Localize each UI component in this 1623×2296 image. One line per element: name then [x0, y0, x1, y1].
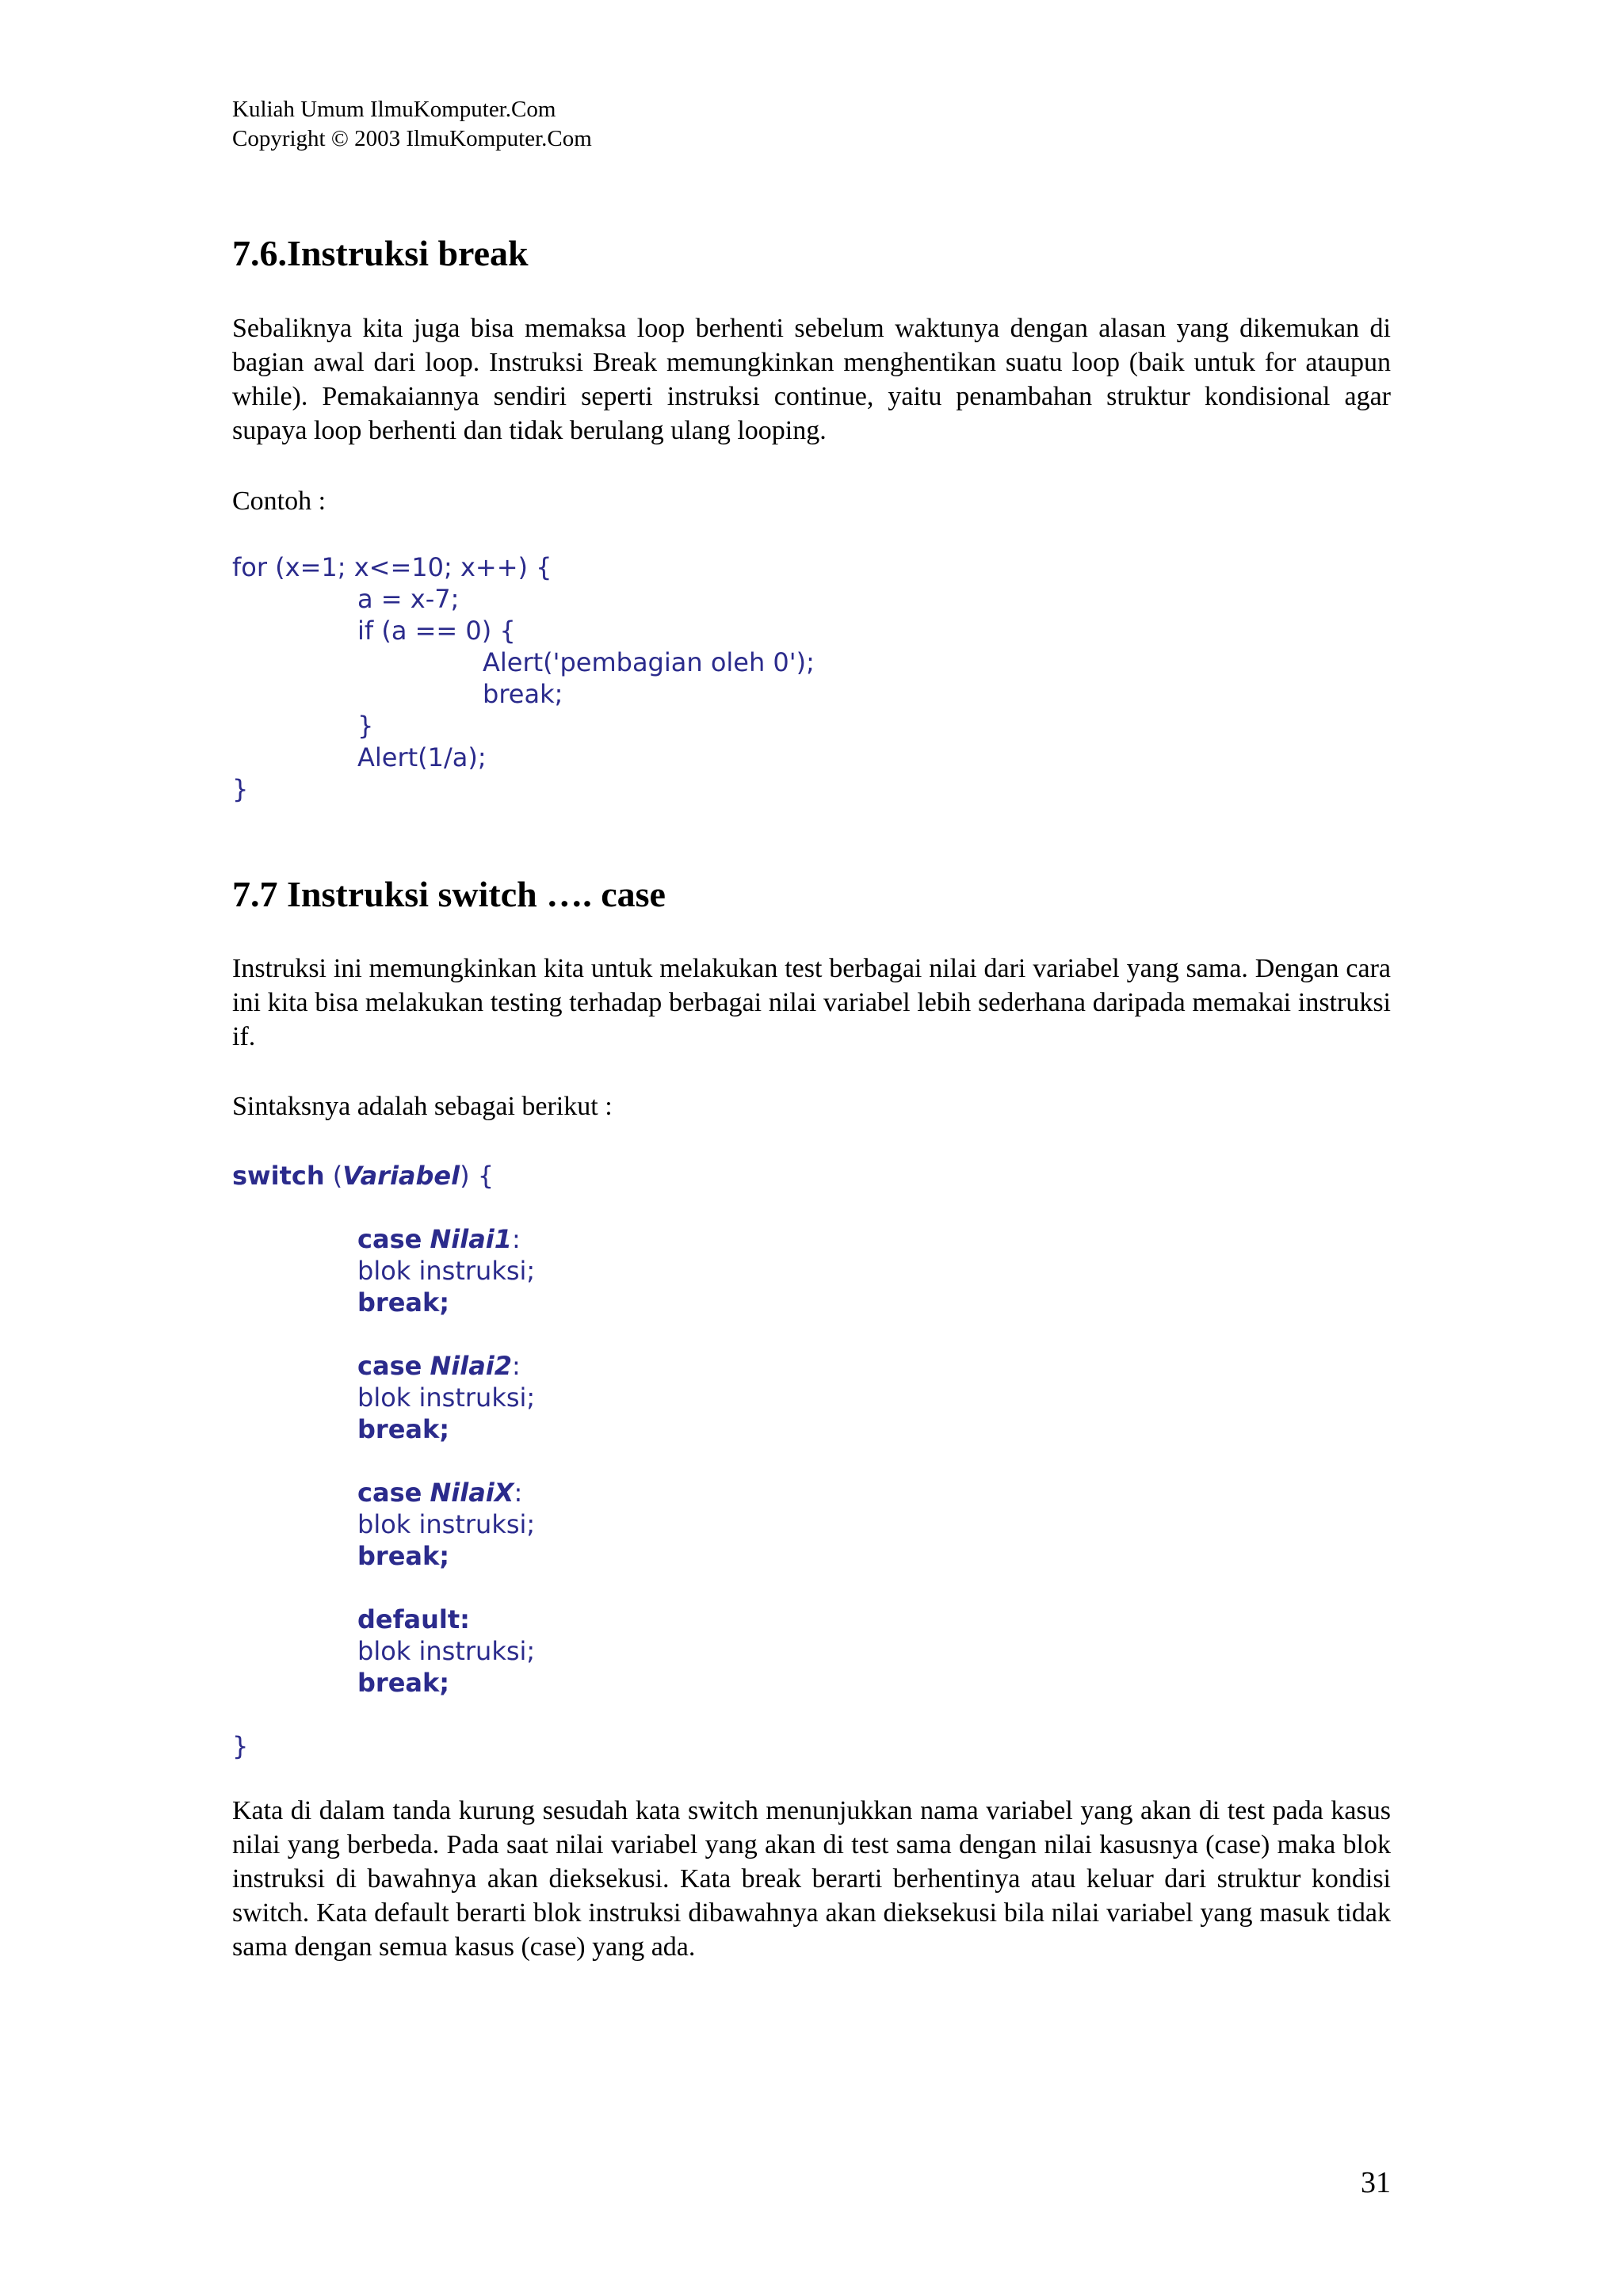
page-number: 31	[1361, 2166, 1391, 2199]
code-line-block: blok instruksi;	[357, 1636, 536, 1666]
code-line-case	[232, 1477, 535, 1508]
code-blank-line	[232, 1445, 535, 1477]
switch-explanation-paragraph: Kata di dalam tanda kurung sesudah kata switch menunjukkan nama variabel yang akan di test pada kasus nilai yang berbeda. Pada saat nilai variabel yang akan di test sama dengan nilai kasusnya (case) maka blok instruksi di bawahnya akan dieksekusi. Kata break berarti berhentinya atau keluar dari struktur kondisi switch. Kata default berarti blok instruksi dibawahnya akan dieksekusi bila nilai variabel yang masuk tidak sama dengan semua kasus (case) yang ada.	[232, 1796, 1391, 1962]
code-line: Alert('pembagian oleh 0');	[483, 647, 815, 677]
switch-syntax-code	[232, 1160, 535, 1762]
case-keyword: case	[357, 1224, 422, 1254]
code-colon: :	[512, 1224, 521, 1254]
break-description-paragraph: Sebaliknya kita juga bisa memaksa loop berhenti sebelum waktunya dengan alasan yang dikemukan di bagian awal dari loop. Instruksi Break memungkinkan menghentikan suatu loop (baik untuk for ataupun while). Pemakaiannya sendiri seperti instruksi continue, yaitu penambahan struktur kondisional agar supaya loop berhenti dan tidak berulang ulang looping.	[232, 314, 1391, 445]
code-line-case	[232, 1223, 535, 1255]
code-close-paren-brace: ) {	[460, 1161, 495, 1191]
code-open-paren: (	[324, 1161, 343, 1191]
code-line-block: blok instruksi;	[357, 1256, 536, 1286]
section-heading-break: 7.6.Instruksi break	[232, 233, 529, 273]
page-header	[232, 95, 592, 154]
code-blank-line	[232, 1699, 535, 1730]
case-value: NilaiX	[430, 1478, 514, 1508]
code-colon: :	[514, 1478, 523, 1508]
code-line-break: break;	[357, 1287, 450, 1318]
case-value: Nilai2	[430, 1351, 513, 1381]
switch-keyword: switch	[232, 1161, 325, 1191]
section-heading-switch: 7.7 Instruksi switch …. case	[232, 874, 666, 914]
code-line: if (a == 0) {	[357, 616, 516, 646]
code-blank-line	[232, 1318, 535, 1350]
code-line-default: default:	[357, 1604, 470, 1634]
code-line-block: blok instruksi;	[357, 1383, 536, 1413]
code-line-break: break;	[357, 1414, 450, 1444]
header-course-title: Kuliah Umum IlmuKomputer.Com	[232, 97, 556, 122]
code-line-close-brace: }	[232, 1731, 249, 1761]
header-copyright: Copyright © 2003 IlmuKomputer.Com	[232, 126, 592, 151]
code-blank-line	[232, 1572, 535, 1604]
code-line-break: break;	[357, 1541, 450, 1571]
code-line-break: break;	[357, 1668, 450, 1698]
variable-placeholder: Variabel	[342, 1161, 460, 1191]
code-line-switch	[232, 1160, 535, 1192]
example-label: Contoh :	[232, 486, 327, 516]
syntax-label: Sintaksnya adalah sebagai berikut :	[232, 1092, 613, 1121]
case-keyword: case	[357, 1351, 422, 1381]
code-line: a = x-7;	[357, 584, 460, 614]
code-colon: :	[512, 1351, 521, 1381]
code-line: }	[357, 711, 374, 741]
code-line: break;	[483, 679, 563, 709]
code-line-block: blok instruksi;	[357, 1509, 536, 1539]
case-keyword: case	[357, 1478, 422, 1508]
code-line: for (x=1; x<=10; x++) {	[232, 552, 552, 582]
case-value: Nilai1	[430, 1224, 513, 1254]
code-line: }	[232, 774, 249, 804]
break-code-example	[232, 551, 815, 805]
code-line-case	[232, 1350, 535, 1382]
switch-description-paragraph: Instruksi ini memungkinkan kita untuk melakukan test berbagai nilai dari variabel yang sama. Dengan cara ini kita bisa melakukan testing terhadap berbagai nilai variabel lebih sederhana daripada memakai instruksi if.	[232, 954, 1391, 1051]
code-blank-line	[232, 1192, 535, 1223]
code-line: Alert(1/a);	[357, 742, 487, 772]
